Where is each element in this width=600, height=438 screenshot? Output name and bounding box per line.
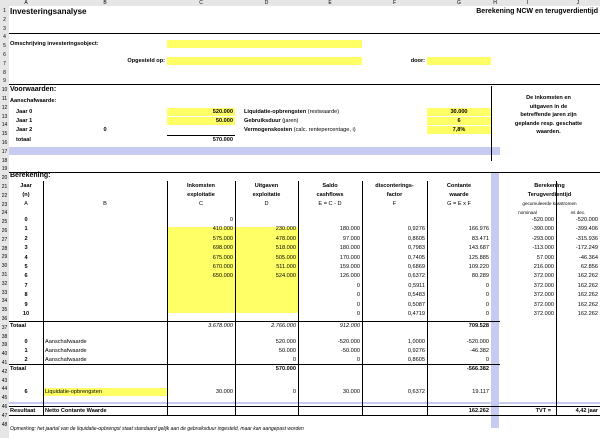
cell-ink[interactable]: 0 (229, 217, 233, 223)
row-number[interactable]: 2 (3, 16, 6, 23)
resultaat-name: Netto Contante Waarde (45, 408, 107, 414)
aanschaf-cw: 0 (485, 356, 489, 363)
note-line: betreffende jaren zijn (520, 112, 577, 118)
cell-n: 5 (24, 264, 28, 270)
row-number[interactable]: 18 (1, 157, 8, 164)
cell-df: 0,7405 (407, 254, 425, 261)
cell-dec: -172.249 (575, 245, 598, 252)
cell-uit[interactable]: 478.000 (275, 235, 296, 242)
totaal-ink: 3.678.000 (208, 323, 233, 329)
row-number[interactable]: 8 (3, 69, 6, 76)
cell-nom: 372.000 (533, 292, 554, 299)
cell-nom: 216.000 (533, 264, 554, 270)
cell-df: 0,9276 (407, 226, 425, 233)
cell-saldo: 97.000 (342, 235, 360, 242)
divider (43, 181, 44, 415)
cell-dec: 62.856 (580, 264, 598, 270)
liq-n[interactable]: 6 (24, 389, 28, 395)
row-number[interactable]: 22 (1, 192, 8, 199)
letter-a: A (24, 201, 28, 207)
cell-uit[interactable] (235, 291, 296, 300)
cell-dec: 162.262 (577, 292, 598, 299)
row-number[interactable]: 40 (1, 351, 8, 358)
jaar0-value[interactable]: 520.000 (212, 109, 233, 115)
row-number[interactable]: 5 (3, 43, 6, 50)
opgesteld-input[interactable] (167, 57, 362, 65)
row-number[interactable]: 12 (1, 104, 8, 111)
note-line: De inkomsten en (526, 95, 571, 101)
cell-cw: 0 (485, 282, 489, 289)
hdr-uitgaven-2: exploitatie (252, 192, 281, 198)
resultaat-label: Resultaat (10, 408, 36, 414)
cell-nom: 372.000 (533, 301, 554, 308)
cell-nom: -520.000 (531, 217, 554, 223)
aanschaf-saldo: -50.000 (341, 347, 360, 354)
cell-cw: 83.471 (471, 235, 489, 242)
cell-df: 0,5911 (408, 282, 425, 289)
liq-label: Liquidatie-opbrengsten (45, 389, 102, 395)
cell-n: 6 (24, 273, 28, 280)
jaar1-value[interactable]: 50.000 (215, 118, 233, 124)
aanschaf-label: Aanschafwaarde: (10, 98, 57, 104)
aanschaf-label: Aanschafwaarde (45, 339, 87, 345)
cell-nom: 372.000 (533, 282, 554, 289)
sheet-subtitle: Berekening NCW en terugverdientijd (476, 8, 598, 15)
cell-ink[interactable]: 675.000 (212, 254, 233, 261)
cell-cw: 125.885 (468, 254, 489, 261)
row-number[interactable]: 45 (1, 395, 8, 402)
hdr-inkomsten-2: exploitatie (187, 192, 215, 198)
cell-ink[interactable]: 575.000 (212, 235, 233, 242)
row-number[interactable]: 41 (1, 360, 8, 366)
hdr-tvt-2: Terugverdientijd (527, 192, 572, 198)
letter-e: E = C - D (318, 201, 342, 207)
letter-g: G = E x F (447, 201, 471, 207)
cell-n: 4 (24, 254, 28, 261)
hdr-discount: disconterings- (375, 183, 414, 189)
row-number[interactable]: 27 (1, 236, 8, 243)
cell-dec: 162.262 (577, 301, 598, 308)
row-number[interactable]: 39 (1, 342, 8, 349)
cell-ink[interactable]: 650.000 (212, 273, 233, 280)
column-header-h[interactable]: H (493, 0, 497, 6)
hdr-jaar: Jaar (20, 183, 32, 189)
row-number[interactable]: 1 (3, 8, 6, 14)
row-number[interactable]: 33 (1, 289, 8, 296)
note-line: geplande resp. geschatte (514, 120, 583, 127)
aanschaf-cw: -520.000 (466, 339, 489, 345)
hdr-uitgaven: Uitgaven (254, 183, 279, 189)
aanschaf-uit: 520.000 (275, 339, 296, 345)
totaal-saldo: 912.000 (339, 323, 360, 329)
cell-cw: 0 (485, 311, 489, 317)
cell-nom: 372.000 (533, 273, 554, 280)
aanschaf-n: 2 (24, 356, 28, 363)
blue-band-row45 (9, 402, 499, 404)
row-number[interactable]: 26 (1, 228, 8, 234)
cell-nom: -390.000 (531, 226, 554, 233)
row-number[interactable]: 34 (1, 298, 8, 305)
cell-ink[interactable] (167, 310, 233, 319)
column-header-b[interactable]: B (103, 0, 107, 6)
cell-uit[interactable]: 230.000 (275, 226, 296, 233)
aanschaf-label: Aanschafwaarde (45, 356, 87, 363)
row-number[interactable]: 38 (1, 333, 8, 340)
hdr-nsdec: ns dec. (570, 210, 586, 215)
cell-df: 0,6869 (407, 264, 425, 270)
column-header-i[interactable]: I (526, 0, 529, 6)
totaal2-cw: -566.382 (466, 366, 489, 372)
cell-df: 0,7983 (407, 245, 425, 252)
cell-cw: 166.976 (468, 226, 489, 233)
cell-n: 3 (24, 245, 28, 252)
door-input[interactable] (427, 57, 491, 65)
row-number[interactable]: 47 (1, 412, 8, 419)
row-number[interactable]: 42 (1, 368, 8, 375)
vermogens-label: Vermogenskosten (calc. rentepercentage, i) (244, 127, 356, 133)
hdr-jaar-n: (n) (22, 192, 30, 198)
note-line: uitgaven in de (529, 103, 568, 110)
row-number[interactable]: 14 (1, 122, 8, 129)
aanschaf-uit: 0 (292, 356, 296, 363)
row-number[interactable]: 17 (1, 148, 8, 155)
cell-saldo: 0 (356, 282, 360, 289)
aanschaf-saldo: -520.000 (337, 339, 360, 345)
column-header-a[interactable]: A (24, 0, 28, 6)
cell-df: 0,5483 (407, 292, 425, 299)
voorwaarden-heading: Voorwaarden: (10, 86, 57, 93)
cell-saldo: 170.000 (339, 254, 360, 261)
cell-cw (427, 216, 489, 225)
hdr-nominaal: nominaal (518, 210, 537, 215)
blue-band-row16 (9, 147, 500, 155)
sheet-title: Investeringsanalyse (10, 7, 87, 16)
cell-df: 0,6372 (407, 273, 425, 280)
aanschaf-df: 1,0000 (407, 339, 425, 345)
cell-ink[interactable]: 698.000 (212, 245, 233, 252)
cell-saldo: 0 (356, 292, 360, 299)
note-box (499, 94, 598, 137)
cell-df: 0,4719 (407, 311, 425, 317)
cell-uit[interactable] (235, 282, 296, 291)
row-number[interactable]: 36 (1, 316, 8, 322)
letter-b: B (103, 201, 107, 207)
cell-n: 2 (24, 235, 28, 242)
cell-uit[interactable]: 505.000 (275, 254, 296, 261)
cell-uit[interactable] (235, 216, 296, 225)
hdr-inkomsten: Inkomsten (187, 183, 215, 189)
row-number[interactable]: 48 (1, 421, 8, 428)
cell-saldo: 180.000 (339, 226, 360, 233)
row-number[interactable]: 23 (1, 201, 8, 208)
row-number[interactable]: 19 (1, 166, 8, 173)
aanschaf-cw: -46.382 (470, 347, 489, 354)
cell-uit[interactable]: 511.000 (276, 264, 296, 270)
row-number[interactable]: 9 (3, 78, 6, 85)
gebruiksduur-label: Gebruiksduur (jaren) (244, 118, 299, 124)
jaar1-label: Jaar 1 (16, 118, 33, 124)
cell-saldo: 0 (356, 311, 360, 317)
hdr-contante: Contante (446, 183, 472, 189)
totaal-uit: 2.766.000 (271, 323, 296, 329)
blue-band-col-h (491, 172, 499, 428)
cell-ink[interactable]: 670.000 (212, 264, 233, 270)
omschrijving-label: Omschrijving investeringsobject: (10, 41, 99, 47)
opmerking-note: Opmerking: het jaartal van de liquidatie-opbrengst staat standaard gelijk aan de gebruiksduur ingesteld, maar kan aangepast worden (10, 426, 304, 432)
cell-n: 7 (24, 282, 28, 289)
totaal2-uit: 570.000 (275, 366, 296, 372)
aanschaf-n: 1 (24, 347, 28, 354)
row-number[interactable]: 31 (1, 272, 8, 278)
hdr-gecum: gecumuleerde kasstromen (522, 201, 577, 206)
row-number[interactable]: 20 (1, 175, 8, 182)
row-number[interactable]: 25 (1, 219, 8, 226)
aanschaf-df: 0,8605 (407, 356, 425, 363)
column-header-e[interactable]: E (328, 0, 332, 6)
cell-nom: -113.000 (532, 245, 554, 252)
row-number[interactable]: 15 (1, 131, 8, 138)
cell-cw: 80.289 (471, 273, 489, 280)
row-number[interactable]: 35 (1, 307, 8, 314)
resultaat-value: 162.262 (468, 408, 489, 414)
letter-f: F (392, 201, 397, 207)
row-number[interactable]: 10 (1, 87, 8, 94)
row-number[interactable]: 13 (1, 113, 8, 120)
column-header-f[interactable]: F (392, 0, 397, 6)
cell-dec: -315.936 (575, 235, 598, 242)
row-number[interactable]: 24 (1, 210, 8, 217)
cell-saldo: 180.000 (339, 245, 360, 252)
hdr-tvt: Berekening (534, 183, 565, 189)
cell-nom: 372.000 (533, 311, 554, 317)
cell-saldo: 0 (356, 301, 360, 308)
totaal-cw: 709.528 (468, 323, 489, 329)
totaal-row-label: Totaal (10, 323, 27, 329)
column-header-c[interactable]: C (199, 0, 203, 6)
cell-uit[interactable] (235, 310, 296, 319)
jaar2-label: Jaar 2 (16, 127, 33, 133)
berekening-heading: Berekening: (10, 172, 51, 179)
totaal-value: 570.000 (212, 137, 233, 143)
cell-n: 1 (24, 226, 28, 233)
cell-saldo (298, 216, 360, 225)
divider (491, 86, 492, 161)
divider (9, 172, 600, 173)
cell-cw: 0 (485, 292, 489, 299)
row-number[interactable]: 28 (1, 245, 8, 252)
cell-cw: 0 (485, 301, 489, 308)
row-number[interactable]: 4 (3, 34, 6, 41)
row-number[interactable]: 37 (1, 324, 8, 331)
cell-n: 9 (24, 301, 28, 308)
cell-df: 0,5087 (407, 301, 425, 308)
door-label: door: (410, 58, 425, 64)
cell-dec: -520.000 (575, 217, 598, 223)
cell-df: 0,8605 (407, 235, 425, 242)
row-number[interactable]: 11 (1, 96, 8, 102)
totaal-label: totaal (16, 137, 31, 143)
cell-uit[interactable] (235, 301, 296, 310)
cell-n: 0 (24, 217, 28, 223)
aanschaf-saldo: 0 (356, 356, 360, 363)
hdr-saldo: Saldo (322, 183, 338, 189)
cell-dec: 162.262 (577, 282, 598, 289)
liq-saldo: 30.000 (342, 389, 360, 395)
cell-ink[interactable] (167, 291, 233, 300)
cell-nom: 57.000 (536, 254, 554, 261)
cell-dec: -46.364 (579, 254, 598, 261)
cell-df (362, 216, 425, 225)
hdr-discount-2: factor (386, 192, 403, 198)
column-header-j[interactable]: J (576, 0, 580, 6)
cell-dec: 162.262 (577, 311, 598, 317)
opgesteld-label: Opgesteld op: (127, 58, 165, 64)
liquidatie-label: Liquidatie-opbrengsten (restwaarde) (244, 109, 340, 115)
row-number[interactable]: 30 (1, 263, 8, 270)
cell-uit[interactable]: 524.000 (275, 273, 296, 280)
row-number[interactable]: 29 (1, 254, 8, 261)
cell-dec: 162.262 (577, 273, 598, 280)
jaar0-label: Jaar 0 (16, 109, 33, 115)
cell-dec: -399.406 (575, 226, 598, 233)
tvt-value: 4,42 jaar (575, 408, 598, 414)
aanschaf-df: 0,9276 (407, 347, 425, 354)
column-header-g[interactable]: G (457, 0, 461, 6)
cell-saldo: 159.000 (339, 264, 360, 270)
column-header-d[interactable]: D (264, 0, 269, 6)
liq-ink: 30.000 (215, 389, 233, 395)
omschrijving-input[interactable] (167, 40, 362, 48)
aanschaf-n: 0 (24, 339, 28, 345)
hdr-saldo-2: cashflows (316, 192, 344, 198)
cell-uit[interactable]: 518.000 (275, 245, 296, 252)
blue-band-row45-right (499, 402, 600, 404)
cell-cw: 109.220 (468, 264, 489, 270)
divider (9, 84, 600, 85)
row-number[interactable]: 16 (1, 140, 8, 146)
row-number[interactable]: 32 (1, 280, 8, 287)
jaar2-number: 0 (103, 127, 107, 133)
note-line: waarden. (536, 129, 561, 135)
cell-cw: 143.687 (468, 245, 489, 252)
row-number[interactable]: 43 (1, 377, 8, 384)
gebruiksduur-value[interactable]: 6 (457, 118, 461, 124)
liq-df: 0,6372 (407, 389, 425, 395)
cell-ink[interactable] (167, 301, 233, 310)
totaal2-label: Totaal (10, 366, 27, 372)
letter-d: D (264, 201, 269, 207)
cell-ink[interactable]: 410.000 (212, 226, 233, 233)
row-number[interactable]: 21 (1, 184, 8, 190)
liq-uit: 0 (292, 389, 296, 395)
aanschaf-label: Aanschafwaarde (45, 347, 87, 354)
cell-saldo: 126.000 (339, 273, 360, 280)
row-number[interactable]: 3 (3, 25, 6, 32)
cell-n: 10 (22, 311, 30, 317)
divider (167, 135, 235, 136)
vermogens-value[interactable]: 7,8% (452, 127, 466, 133)
row-number[interactable]: 7 (3, 60, 6, 67)
cell-n: 8 (24, 292, 28, 299)
cell-nom: -293.000 (531, 235, 554, 242)
aanschaf-uit: 50.000 (278, 347, 296, 354)
divider (9, 33, 600, 34)
liquidatie-value[interactable]: 30.000 (450, 109, 468, 115)
liq-cw: 19.117 (472, 389, 489, 395)
letter-c: C (198, 201, 204, 207)
cell-ink[interactable] (167, 282, 233, 291)
row-number[interactable]: 44 (1, 386, 8, 393)
row-number[interactable]: 6 (3, 52, 6, 58)
tvt-label: TVT = (535, 408, 551, 414)
hdr-contante-2: waarde (449, 192, 469, 198)
row-number[interactable]: 46 (1, 404, 8, 410)
